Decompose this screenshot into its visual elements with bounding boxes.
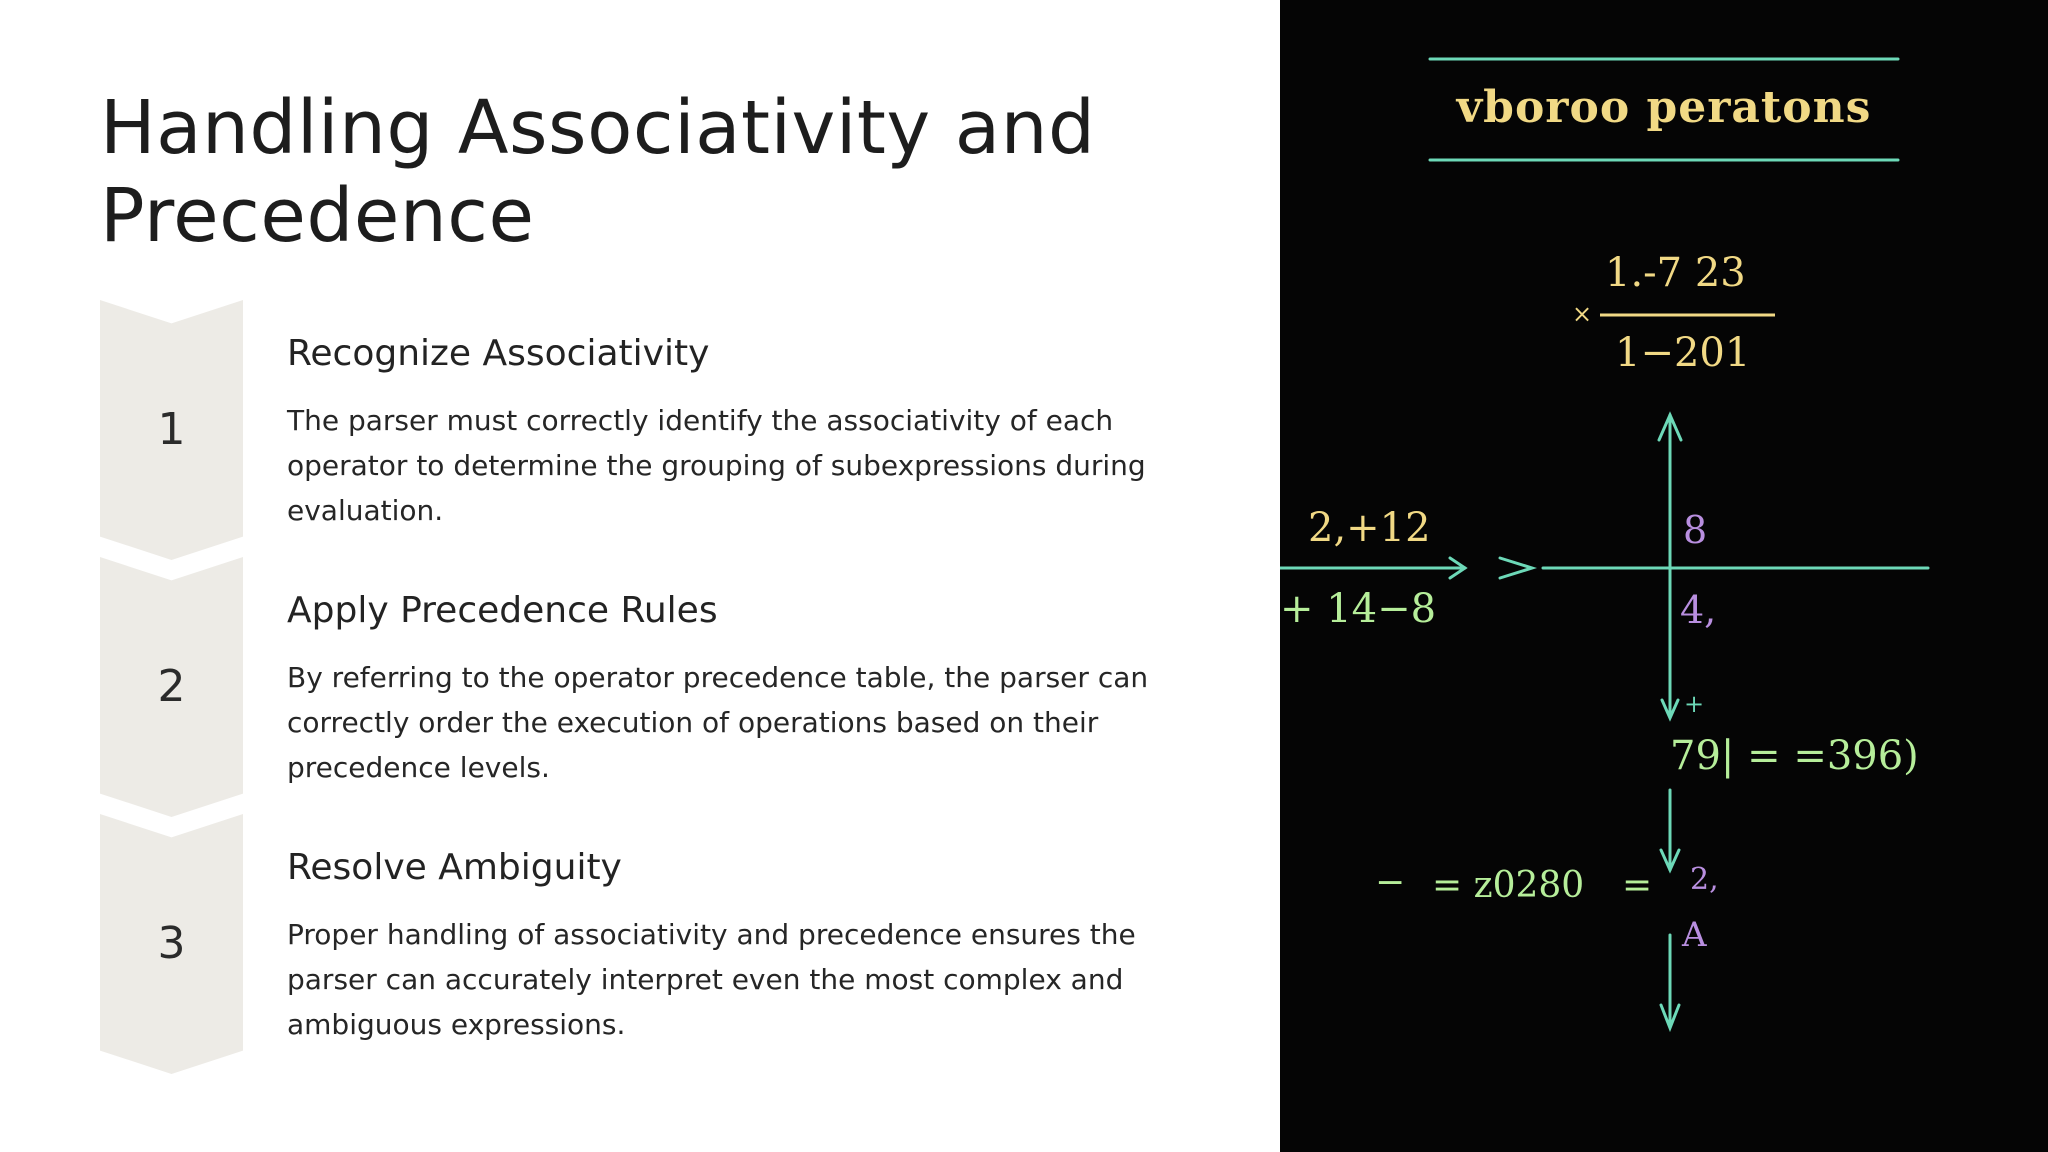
left-bottom-expression: + 14−8 <box>1280 586 1437 632</box>
bottom-glyph-1: 2, <box>1690 862 1719 897</box>
chalkboard-title: vboroo peratons <box>1456 82 1872 133</box>
step-3-heading: Resolve Ambiguity <box>287 847 622 888</box>
slide-title: Handling Associativity and Precedence <box>100 85 1096 259</box>
right-bottom-value: 4, <box>1680 588 1717 632</box>
bottom-glyph-2: A <box>1682 915 1707 955</box>
bottom-equals: = <box>1622 865 1653 906</box>
chalkboard-image <box>1280 0 2048 1152</box>
step-3 <box>100 814 1240 1052</box>
left-top-expression: 2,+12 <box>1308 505 1431 551</box>
step-2 <box>100 557 1240 795</box>
bottom-equation: = z0280 <box>1432 865 1585 906</box>
step-2-number: 2 <box>157 661 186 712</box>
chalkboard-lines <box>1280 0 2048 1152</box>
step-1-body: The parser must correctly identify the associativity of each operator to determine the grouping of subexpressions during evaluation. <box>287 404 1146 527</box>
step-2-body: By referring to the operator precedence table, the parser can correctly order the execution of operations based on their precedence levels. <box>287 661 1149 784</box>
step-1-number: 1 <box>157 404 186 455</box>
middle-equation: 79| = =396) <box>1670 733 1919 779</box>
step-1 <box>100 300 1240 538</box>
step-3-number: 3 <box>157 918 186 969</box>
left-arrow-head-2 <box>1500 558 1532 578</box>
fraction-denominator: 1−201 <box>1615 330 1751 376</box>
step-2-heading: Apply Precedence Rules <box>287 590 718 631</box>
bottom-minus: − <box>1375 862 1406 903</box>
step-1-heading: Recognize Associativity <box>287 333 710 374</box>
right-top-value: 8 <box>1683 508 1708 552</box>
step-3-body: Proper handling of associativity and precedence ensures the parser can accurately interpret even the most complex and ambiguous expressions. <box>287 918 1136 1041</box>
fraction-numerator: 1.-7 23 <box>1605 250 1746 296</box>
plus-sign: + <box>1684 690 1705 718</box>
times-sign: × <box>1572 300 1593 328</box>
